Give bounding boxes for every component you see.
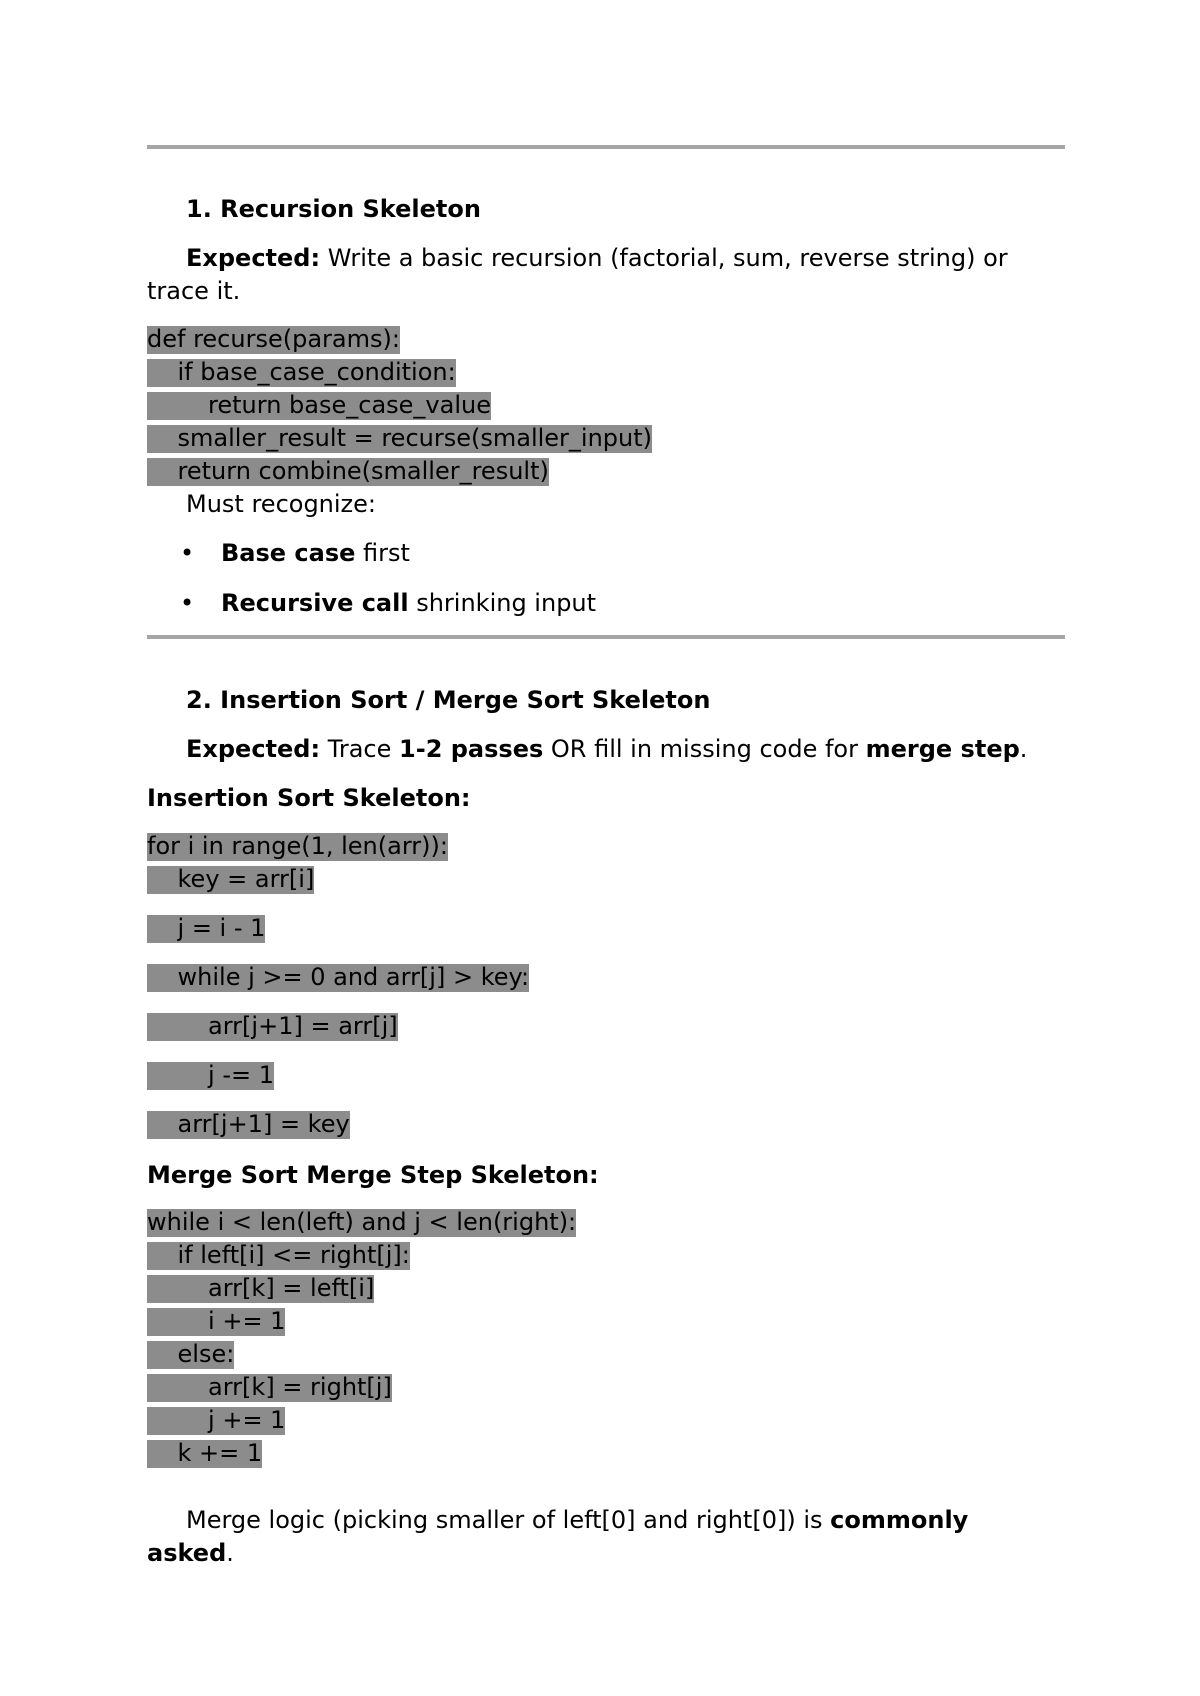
code-line: arr[k] = right[j] <box>147 1373 392 1401</box>
expected-text: Write a basic recursion (factorial, sum, reverse string) or <box>320 244 1008 272</box>
closing-text: . <box>226 1539 234 1567</box>
code-line: if base_case_condition: <box>147 358 456 386</box>
expected-text: . <box>1019 735 1028 763</box>
code-line: return base_case_value <box>147 391 491 419</box>
expected-line-sorting <box>186 734 1027 764</box>
merge-step-heading: Merge Sort Merge Step Skeleton: <box>147 1161 599 1189</box>
expected-label: Expected: <box>186 244 321 272</box>
expected-label: Expected: <box>186 735 321 763</box>
code-line: arr[k] = left[i] <box>147 1274 375 1302</box>
expected-bold-text: merge step <box>865 735 1020 763</box>
expected-line-recursion <box>186 243 1008 273</box>
bullet-bold-text: Recursive call <box>221 589 409 617</box>
code-line: key = arr[i] <box>147 865 315 893</box>
closing-paragraph <box>186 1505 968 1535</box>
closing-paragraph-cont <box>147 1538 234 1568</box>
insertion-sort-heading: Insertion Sort Skeleton: <box>147 784 471 812</box>
code-line: arr[j+1] = key <box>147 1110 350 1138</box>
closing-bold-text: asked <box>147 1539 227 1567</box>
code-line: smaller_result = recurse(smaller_input) <box>147 424 653 452</box>
horizontal-rule <box>147 635 1065 639</box>
bullet-text: first <box>355 539 410 567</box>
expected-text: OR fill in missing code for <box>543 735 866 763</box>
bullet-text: shrinking input <box>408 589 597 617</box>
code-line: return combine(smaller_result) <box>147 457 549 485</box>
code-line: arr[j+1] = arr[j] <box>147 1012 398 1040</box>
code-line: while j >= 0 and arr[j] > key: <box>147 963 530 991</box>
code-line: if left[i] <= right[j]: <box>147 1241 410 1269</box>
code-line: def recurse(params): <box>147 325 400 353</box>
horizontal-rule <box>147 145 1065 149</box>
bullet-bold-text: Base case <box>221 539 356 567</box>
expected-line-recursion-cont: trace it. <box>147 277 241 305</box>
code-line: while i < len(left) and j < len(right): <box>147 1208 577 1236</box>
code-line: j -= 1 <box>147 1061 274 1089</box>
closing-bold-text: commonly <box>830 1506 969 1534</box>
bullet-glyph: • <box>180 589 195 617</box>
expected-bold-text: 1-2 passes <box>399 735 544 763</box>
code-line: else: <box>147 1340 235 1368</box>
bullet-item-recursive-call <box>221 588 596 618</box>
bullet-glyph: • <box>180 539 195 567</box>
code-line: i += 1 <box>147 1307 286 1335</box>
expected-text: Trace <box>320 735 400 763</box>
bullet-item-base-case <box>221 538 410 568</box>
section-heading-recursion: 1. Recursion Skeleton <box>186 195 481 223</box>
must-recognize-label: Must recognize: <box>186 490 377 518</box>
code-line: k += 1 <box>147 1439 263 1467</box>
code-line: j += 1 <box>147 1406 286 1434</box>
closing-text: Merge logic (picking smaller of left[0] and right[0]) is <box>186 1506 831 1534</box>
code-line: for i in range(1, len(arr)): <box>147 832 448 860</box>
code-line: j = i - 1 <box>147 914 266 942</box>
section-heading-sorting: 2. Insertion Sort / Merge Sort Skeleton <box>186 686 711 714</box>
